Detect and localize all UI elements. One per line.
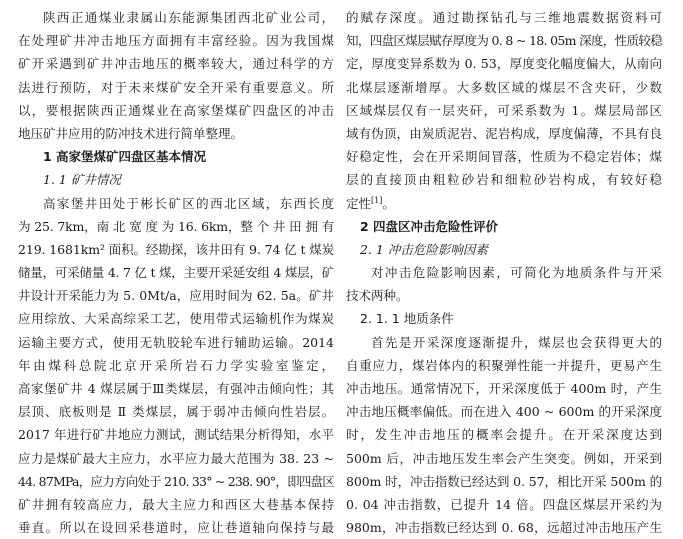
section-2-heading: 2 四盘区冲击危险性评价 [346, 215, 662, 238]
text-line: 800m 时，冲击指数已经达到 0. 57，相比开采 500m 的 [346, 470, 662, 493]
text-line: 定，厚度变异系数为 0. 53，厚度变化幅度偏大，从南向 [346, 52, 662, 75]
text-line: 首先是开采深度逐渐提升，煤层也会获得更大的 [346, 331, 662, 354]
section-2-1-1-heading: 2. 1. 1 地质条件 [346, 307, 662, 330]
text-line: 应力是煤矿最大主应力，水平应力最大范围为 38. 23 ~ [18, 447, 334, 470]
text-line: 层的直接顶由粗粒砂岩和细粒砂岩构成，有较好稳 [346, 168, 662, 191]
text-line: 高家堡矿井 4 煤层属于Ⅲ类煤层，有强冲击倾向性；其 [18, 377, 334, 400]
text-line: 2017 年进行矿井地应力测试，测试结果分析得知，水平 [18, 423, 334, 446]
text-line: 层顶、底板则是 Ⅱ 类煤层，属于弱冲击倾向性岩层。 [18, 400, 334, 423]
text-line: 以，要根据陕西正通煤业在高家堡煤矿四盘区的冲击 [18, 99, 334, 122]
text-line: 应用综放、大采高综采工艺，使用带式运输机作为煤炭 [18, 307, 334, 330]
text-line: 域有伪顶，由炭质泥岩、泥岩构成，厚度偏薄，不具有良 [346, 122, 662, 145]
text-line: 井设计开采能力为 5. 0Mt/a，应用时间为 62. 5a。矿井 [18, 284, 334, 307]
text-line: 知，四盘区煤层赋存厚度为 0. 8 ~ 18. 05m 深度，性质较稳 [346, 29, 662, 52]
text-line: 垂直。所以在设回采巷道时，应让巷道轴向保持与最 [18, 516, 334, 539]
right-column [346, 6, 662, 539]
section-1-heading: 1 高家堡煤矿四盘区基本情况 [18, 145, 334, 168]
text-line: 年由煤科总院北京开采所岩石力学实验室鉴定， [18, 354, 334, 377]
text-line: 技术两种。 [346, 284, 662, 307]
text-line: 500m 后，冲击地压发生率会产生突变。例如，开采到 [346, 447, 662, 470]
text-line: 在处理矿井冲击地压方面拥有丰富经验。因为我国煤 [18, 29, 334, 52]
text-line: 219. 1681km² 面积。经勘探，该井田有 9. 74 亿 t 煤炭 [18, 238, 334, 261]
text-line: 北煤层逐渐增厚。大多数区域的煤层不含夹矸，少数 [346, 76, 662, 99]
text-line: 对冲击危险影响因素，可简化为地质条件与开采 [346, 261, 662, 284]
text-line: 为 25. 7km，南 北 宽 度 为 16. 6km，整 个 井 田 拥 有 [18, 215, 334, 238]
text-line: 冲击地压。通常情况下，开采深度低于 400m 时，产生 [346, 377, 662, 400]
text-line: 的赋存深度。通过勘探钻孔与三维地震数据资料可 [346, 6, 662, 29]
text-line: 储量，可采储量 4. 7 亿 t 煤，主要开采延安组 4 煤层，矿 [18, 261, 334, 284]
text-fragment: 。 [382, 196, 395, 211]
text-line: 980m，冲击指数已经达到 0. 68，远超过冲击地压产生 [346, 516, 662, 539]
section-2-1-heading: 2. 1 冲击危险影响因素 [346, 238, 662, 261]
text-line: 高家堡井田处于彬长矿区的西北区域，东西长度 [18, 192, 334, 215]
text-line: 地压矿井应用的防冲技术进行简单整理。 [18, 122, 334, 145]
section-1-1-heading: 1. 1 矿井情况 [18, 168, 334, 191]
text-line: 陕西正通煤业隶属山东能源集团西北矿业公司， [18, 6, 334, 29]
text-line: 44. 87MPa，应力方向处于 210. 33° ~ 238. 90°，即四盘区 [18, 470, 334, 493]
left-column [18, 6, 334, 539]
text-line [346, 192, 662, 215]
text-line: 矿井拥有较高应力，最大主应力和西区大巷基本保持 [18, 493, 334, 516]
text-line: 区域煤层仅有一层夹矸，可采系数为 1。煤层局部区 [346, 99, 662, 122]
text-line: 时，发生冲击地压的概率会提升。在开采深度达到 [346, 423, 662, 446]
text-fragment: 定性 [346, 196, 371, 211]
text-line: 矿开采遇到矿井冲击地压的概率较大，通过科学的方 [18, 52, 334, 75]
factors-paragraph [346, 261, 662, 307]
intro-paragraph [18, 6, 334, 145]
text-line: 自重应力，煤岩体内的积聚弹性能一并提升，更易产生 [346, 354, 662, 377]
text-line: 运输主要方式，使用无轨胶轮车进行辅助运输。2014 [18, 331, 334, 354]
text-line: 0. 04 冲击指数，已提升 14 倍。四盘区煤层开采约为 [346, 493, 662, 516]
text-line: 好稳定性，会在开采期间冒落，性质为不稳定岩体；煤 [346, 145, 662, 168]
geology-paragraph [346, 331, 662, 539]
citation-link[interactable]: [1] [371, 195, 382, 204]
mine-paragraph [18, 192, 334, 539]
seam-paragraph [346, 6, 662, 215]
text-line: 法进行预防，对于未来煤矿安全开采有重要意义。所 [18, 76, 334, 99]
text-line: 冲击地压概率偏低。而在进入 400 ~ 600m 的开采深度 [346, 400, 662, 423]
